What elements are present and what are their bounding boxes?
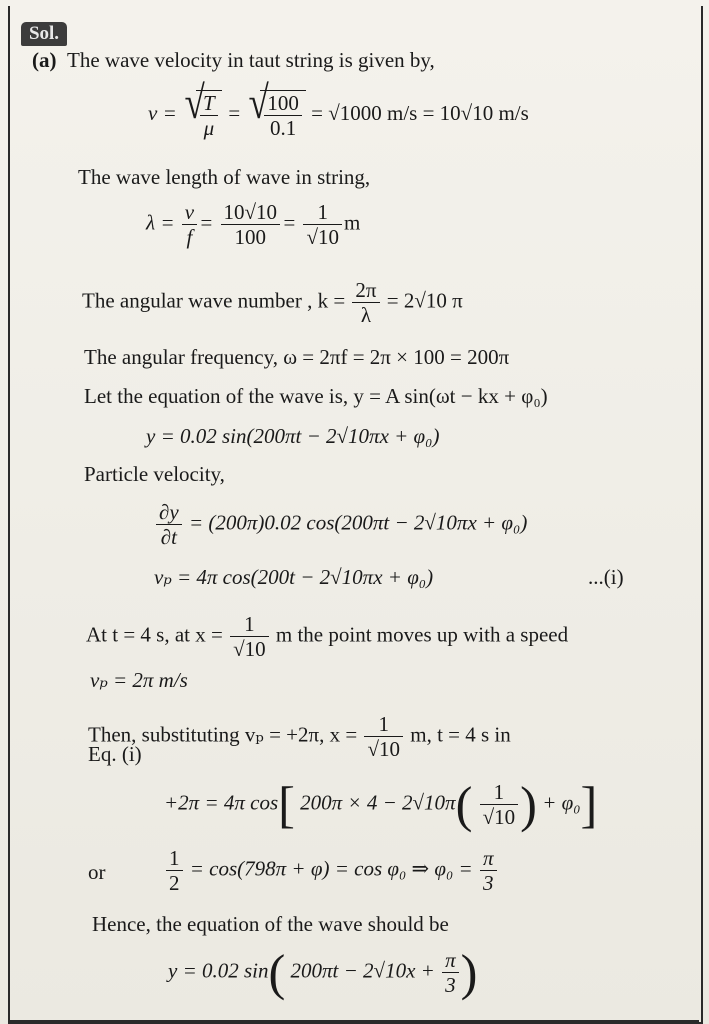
substituted-equation: +2π = 4π cos[ 200π × 4 − 2√10π( $\frac{1}{√10}$ ) + φ₀] (164, 776, 598, 833)
phase-solution: $\frac{1}{2}$ = cos(798π + φ) = cos φ₀ ⇒ φ₀ = $\frac{\pi}{3}$ (164, 846, 499, 895)
substitution-line: Then, substituting vₚ = +2π, x = $\frac{1}{√10}$ m, t = 4 s in (88, 712, 511, 762)
wavelength-equation: λ = $\frac{v}{f}$ = $\frac{10√10}{100}$ = $\frac{1}{√10}$ m (146, 200, 361, 250)
particle-velocity-label: Particle velocity, (84, 462, 225, 486)
hence-line: Hence, the equation of the wave should be (92, 912, 449, 936)
wavelength-label: The wave length of wave in string, (78, 165, 371, 189)
angular-wave-number: The angular wave number , k = $\frac{2\pi}{\lambda}$ = 2√10 π (82, 278, 463, 328)
or-label: or (88, 860, 106, 884)
sol-badge: Sol. (21, 22, 67, 46)
final-wave-equation: y = 0.02 sin( 200πt − 2√10x + $\frac{\pi}{3}$ ) (168, 944, 478, 1001)
velocity-equation: v = √ $\frac{T}{\mu}$ = √ $\frac{100}{0.1}$ = √1000 m/s = 10√10 m/s (148, 90, 529, 140)
particle-velocity-equation: vₚ = 4π cos(200t − 2√10πx + φ₀) (154, 565, 434, 589)
wave-equation-specific: y = 0.02 sin(200πt − 2√10πx + φ₀) (146, 424, 440, 448)
wave-equation-general: Let the equation of the wave is, y = A sin(ωt − kx + φ₀) (84, 384, 548, 408)
equation-reference: Eq. (i) (88, 742, 142, 766)
part-intro: (a) The wave velocity in taut string is given by, (32, 48, 435, 72)
partial-derivative-equation: $\frac{\partial y}{\partial t}$ = (200π)0.02 cos(200πt − 2√10πx + φ₀) (154, 500, 527, 549)
equation-number: ...(i) (588, 565, 624, 589)
bottom-rule (8, 1020, 699, 1022)
condition-line: At t = 4 s, at x = $\frac{1}{√10}$ m the point moves up with a speed (86, 612, 569, 662)
speed-value: vₚ = 2π m/s (90, 668, 188, 692)
angular-frequency: The angular frequency, ω = 2πf = 2π × 100 = 200π (84, 345, 510, 369)
